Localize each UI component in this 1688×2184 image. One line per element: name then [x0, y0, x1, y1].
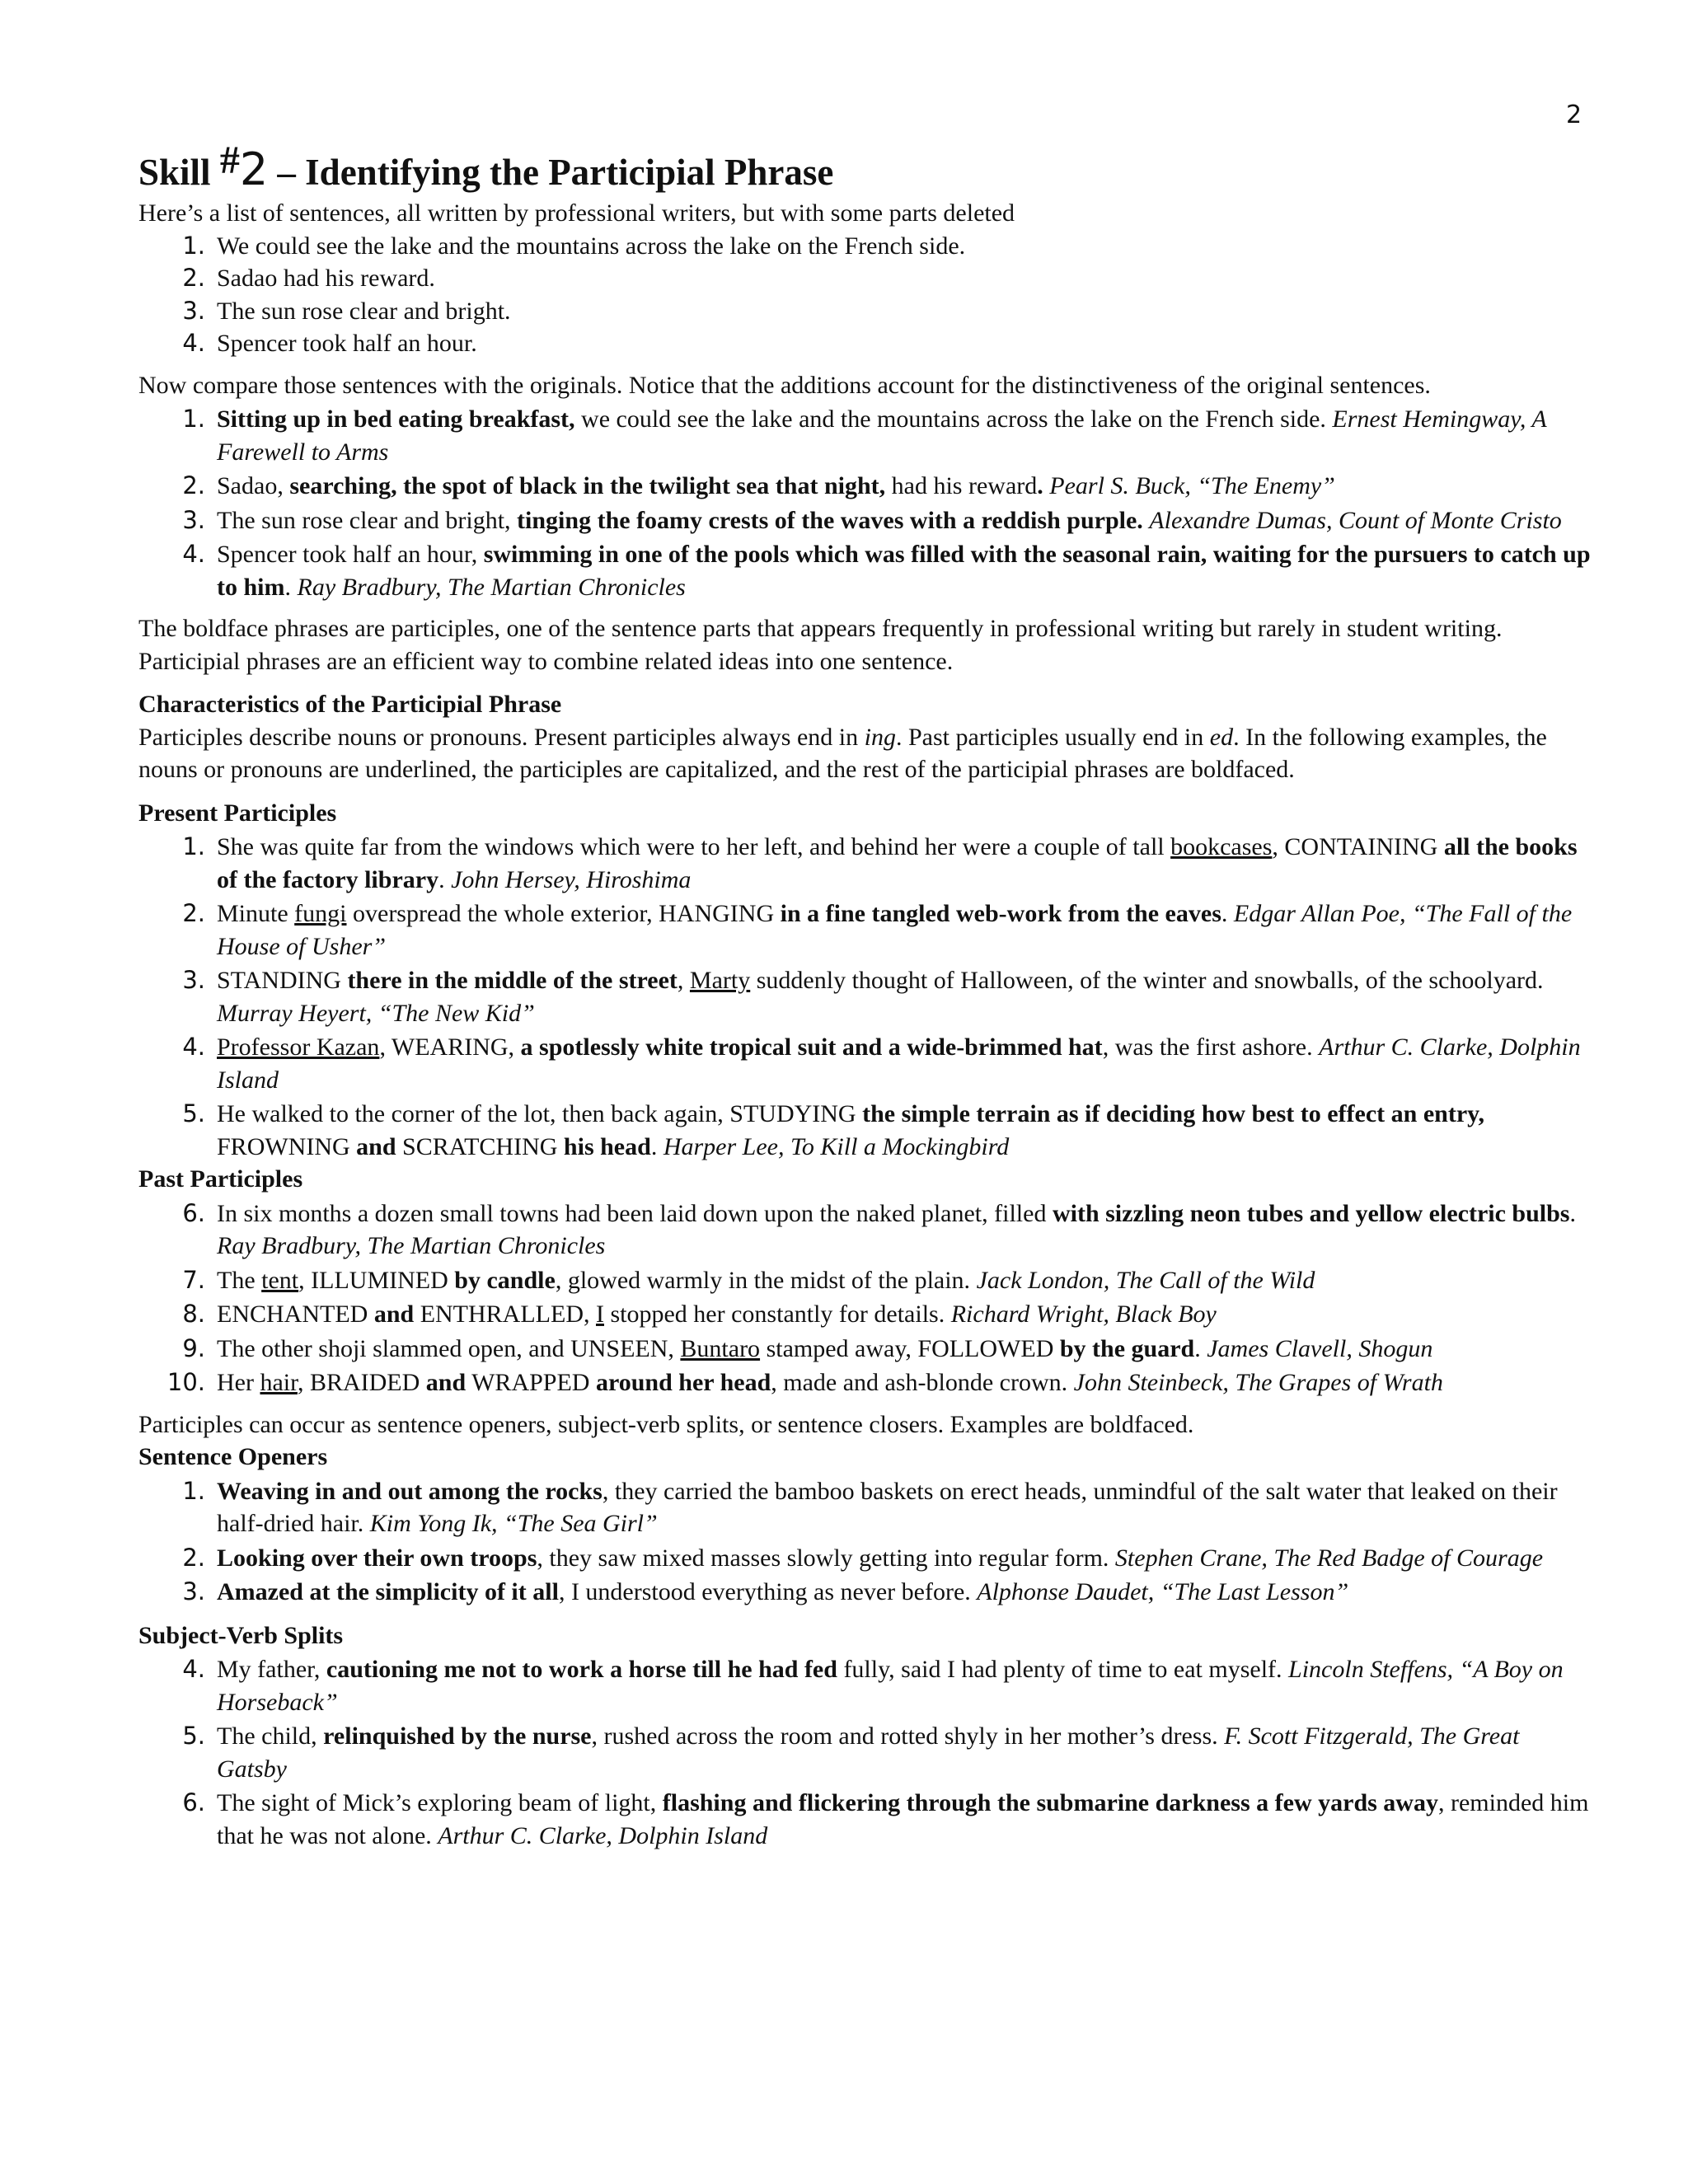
item-text [217, 1333, 1593, 1366]
list-item [138, 1264, 1593, 1297]
bold-phrase: . [1037, 472, 1043, 499]
text-segment: we could see the lake and the mountains across the lake on the French side. [574, 405, 1333, 433]
item-number: 9. [182, 1333, 205, 1362]
title-rest: – Identifying the Participial Phrase [268, 152, 834, 193]
citation: John Steinbeck, The Grapes of Wrath [1073, 1369, 1443, 1396]
text-segment: Spencer took half an hour, [217, 541, 484, 568]
text-segment: , glowed warmly in the midst of the plain. [555, 1266, 977, 1294]
list-item [138, 1031, 1593, 1096]
item-text [217, 1098, 1593, 1163]
list-item [138, 1576, 1593, 1609]
list-item [138, 831, 1593, 896]
bold-phrase: flashing and flickering through the submarine darkness a few yards away [662, 1789, 1438, 1816]
item-number: 4. [182, 1655, 205, 1683]
item-number: 1. [182, 1476, 205, 1505]
citation: Ernest Hemingway, A Farewell to Arms [217, 405, 1547, 466]
item-number: 5. [182, 1099, 205, 1127]
list-item [138, 230, 1593, 263]
citation: Kim Yong Ik, “The Sea Girl” [369, 1510, 658, 1537]
text-segment: WRAPPED [466, 1369, 596, 1396]
text-segment: The [217, 1266, 262, 1294]
citation: Alphonse Daudet, “The Last Lesson” [977, 1578, 1349, 1605]
text-segment: overspread the whole exterior, HANGING [346, 900, 781, 927]
bold-phrase: Amazed at the simplicity of it all [217, 1578, 559, 1605]
list-item [138, 1098, 1593, 1163]
list-item [138, 1653, 1593, 1718]
boldface-note: The boldface phrases are participles, one of the sentence parts that appears frequently in professional writing but rarely in student writing. Participial phrases are an efficient way to combine related ideas into one sentence. [138, 615, 1503, 675]
bold-phrase: swimming in one of the pools which was filled with the seasonal rain, waiting for the pursuers to catch up to him [217, 541, 1591, 601]
bold-phrase: and [356, 1132, 396, 1160]
text-segment: , ILLUMINED [298, 1266, 455, 1294]
item-text [217, 1576, 1593, 1609]
list-item [138, 327, 1593, 360]
item-number: 1. [182, 231, 205, 260]
compare-text: Now compare those sentences with the originals. Notice that the additions account for the distinctiveness of the original sentences. [138, 371, 1431, 399]
item-number: 3. [182, 296, 205, 325]
citation: ed [1209, 723, 1234, 751]
item-text: Sadao had his reward. [217, 265, 435, 292]
positions-note: Participles can occur as sentence openers, subject-verb splits, or sentence closers. Examples are boldfaced. [138, 1410, 1194, 1438]
text-segment: . [438, 865, 452, 893]
bold-phrase: the simple terrain as if deciding how best to effect an entry, [862, 1100, 1484, 1127]
citation: Lincoln Steffens, “A Boy on Horseback” [217, 1656, 1564, 1716]
page-number: 2 [1566, 101, 1582, 129]
title-prefix: Skill [138, 152, 220, 193]
bold-phrase: all the books of the factory library [217, 833, 1578, 893]
item-text [217, 470, 1593, 503]
text-segment: . [650, 1132, 663, 1160]
text-segment: , WEARING, [379, 1033, 521, 1061]
underlined-word: tent [261, 1266, 299, 1294]
list-item [138, 262, 1593, 295]
text-segment: The other shoji slammed open, and UNSEEN, [217, 1334, 681, 1362]
item-number: 3. [182, 505, 205, 534]
list-item [138, 1787, 1593, 1852]
underlined-word: fungi [294, 900, 347, 927]
underlined-word: I [595, 1301, 604, 1328]
text-segment: . [1194, 1334, 1207, 1362]
text-segment: STANDING [217, 967, 348, 994]
text-segment: fully, said I had plenty of time to eat myself. [837, 1656, 1289, 1683]
list-item [138, 1542, 1593, 1575]
item-number: 6. [182, 1198, 205, 1227]
underlined-word: Professor Kazan [217, 1033, 380, 1061]
item-text [217, 1031, 1593, 1096]
text-segment: . In the following examples, the nouns or pronouns are underlined, the participles are capitalized, and the rest of the participial phrases are boldfaced. [138, 723, 1547, 783]
item-text: The sun rose clear and bright. [217, 297, 511, 325]
item-text [217, 1197, 1593, 1263]
bold-phrase: by candle [454, 1266, 556, 1294]
bold-phrase: with sizzling neon tubes and yellow electric bulbs [1052, 1199, 1570, 1227]
item-number: 10. [166, 1368, 205, 1396]
list-item [138, 403, 1593, 468]
bold-phrase: in a fine tangled web-work from the eaves [780, 900, 1221, 927]
bold-phrase: around her head [595, 1369, 771, 1396]
item-text [217, 1720, 1593, 1785]
item-number: 5. [182, 1722, 205, 1750]
item-number: 2. [182, 1543, 205, 1572]
bold-phrase: a spotlessly white tropical suit and a wide-brimmed hat [520, 1033, 1103, 1061]
text-segment: , they saw mixed masses slowly getting into regular form. [537, 1544, 1115, 1572]
item-number: 1. [182, 832, 205, 860]
deleted-sentences-list [138, 230, 1593, 360]
text-segment: , reminded him that he was not alone. [217, 1789, 1589, 1849]
item-number: 4. [182, 1033, 205, 1061]
item-number: 7. [182, 1265, 205, 1294]
characteristics-heading: Characteristics of the Participial Phrase [138, 691, 562, 718]
text-segment: stamped away, FOLLOWED [760, 1334, 1060, 1362]
text-segment: SCRATCHING [396, 1132, 564, 1160]
intro-text: Here’s a list of sentences, all written by professional writers, but with some parts deleted [138, 199, 1015, 227]
citation: Jack London, The Call of the Wild [976, 1266, 1315, 1294]
text-segment: The sun rose clear and bright, [217, 506, 518, 534]
bold-phrase: Sitting up in bed eating breakfast, [217, 405, 575, 433]
text-segment: The sight of Mick’s exploring beam of light, [217, 1789, 663, 1816]
text-segment: Participles describe nouns or pronouns. Present participles always end in [138, 723, 865, 751]
text-segment: . [1569, 1199, 1576, 1227]
text-segment: stopped her constantly for details. [603, 1301, 951, 1328]
bold-phrase: by the guard [1059, 1334, 1195, 1362]
item-text [217, 504, 1593, 537]
citation: James Clavell, Shogun [1207, 1334, 1433, 1362]
citation: Edgar Allan Poe, “The Fall of the House of Usher” [217, 900, 1573, 960]
item-text [217, 831, 1593, 896]
present-participles-heading: Present Participles [138, 799, 337, 827]
text-segment: , made and ash-blonde crown. [771, 1369, 1074, 1396]
item-number: 2. [182, 471, 205, 499]
underlined-word: Buntaro [680, 1334, 761, 1362]
text-segment: , I understood everything as never before. [558, 1578, 978, 1605]
text-segment: , rushed across the room and rotted shyly in her mother’s dress. [591, 1722, 1225, 1750]
citation: F. Scott Fitzgerald, The Great Gatsby [217, 1722, 1520, 1783]
text-segment: , CONTAINING [1272, 833, 1444, 860]
item-text [217, 1653, 1593, 1718]
citation: Ray Bradbury, The Martian Chronicles [297, 573, 686, 601]
item-text [217, 1264, 1593, 1297]
bold-phrase: relinquished by the nurse [323, 1722, 592, 1750]
original-sentences-list [138, 403, 1593, 603]
list-item [138, 1720, 1593, 1785]
citation: Richard Wright, Black Boy [950, 1301, 1217, 1328]
item-text [217, 1298, 1593, 1331]
citation: Ray Bradbury, The Martian Chronicles [217, 1232, 606, 1259]
list-item [138, 1366, 1593, 1399]
item-text: Spencer took half an hour. [217, 330, 477, 357]
document-body [138, 99, 1593, 1852]
subject-verb-splits-heading: Subject-Verb Splits [138, 1621, 344, 1649]
text-segment: My father, [217, 1656, 326, 1683]
text-segment: . Past participles usually end in [895, 723, 1210, 751]
text-segment: , they carried the bamboo baskets on erect heads, unmindful of the salt water that leaked on their half-dried hair. [217, 1477, 1558, 1537]
item-number: 4. [182, 329, 205, 357]
item-number: 2. [182, 899, 205, 927]
bold-phrase: his head [563, 1132, 651, 1160]
subject-verb-splits-list [138, 1653, 1593, 1852]
bold-phrase: searching, the spot of black in the twilight sea that night, [289, 472, 886, 499]
list-item [138, 1298, 1593, 1331]
text-segment: had his reward [885, 472, 1038, 499]
underlined-word: Marty [689, 967, 751, 994]
item-text [217, 403, 1593, 468]
text-segment: suddenly thought of Halloween, of the winter and snowballs, of the schoolyard. [750, 967, 1544, 994]
item-text: We could see the lake and the mountains across the lake on the French side. [217, 232, 966, 260]
list-item [138, 964, 1593, 1029]
characteristics-text [138, 721, 1593, 786]
text-segment: . [284, 573, 298, 601]
citation: Stephen Crane, The Red Badge of Courage [1114, 1544, 1544, 1572]
item-number: 2. [182, 264, 205, 292]
list-item [138, 470, 1593, 503]
bold-phrase: there in the middle of the street [347, 967, 678, 994]
text-segment: . [1221, 900, 1234, 927]
list-item [138, 1475, 1593, 1540]
item-text [217, 1366, 1593, 1399]
item-text [217, 1787, 1593, 1852]
citation: John Hersey, Hiroshima [451, 865, 692, 893]
list-item [138, 538, 1593, 603]
text-segment: She was quite far from the windows which were to her left, and behind her were a couple of tall [217, 833, 1171, 860]
text-segment: ENCHANTED [217, 1301, 374, 1328]
sentence-openers-list [138, 1475, 1593, 1609]
title-hash: # [219, 138, 240, 182]
item-number: 8. [182, 1300, 205, 1328]
sentence-openers-heading: Sentence Openers [138, 1443, 328, 1470]
list-item [138, 1333, 1593, 1366]
list-item [138, 898, 1593, 963]
bold-phrase: cautioning me not to work a horse till he had fed [326, 1656, 837, 1683]
bold-phrase: and [425, 1369, 467, 1396]
past-participles-heading: Past Participles [138, 1165, 303, 1193]
item-number: 6. [182, 1788, 205, 1816]
underlined-word: hair [260, 1369, 298, 1396]
item-text [217, 538, 1593, 603]
item-text [217, 1475, 1593, 1540]
text-segment: He walked to the corner of the lot, then back again, STUDYING [217, 1100, 863, 1127]
text-segment: Minute [217, 900, 295, 927]
bold-phrase: and [373, 1301, 415, 1328]
text-segment: The child, [217, 1722, 324, 1750]
text-segment: , BRAIDED [297, 1369, 426, 1396]
list-item [138, 1197, 1593, 1263]
item-number: 1. [182, 405, 205, 433]
citation: Arthur C. Clarke, Dolphin Island [438, 1821, 768, 1849]
citation: ing [864, 723, 896, 751]
list-item [138, 295, 1593, 328]
title-number: 2 [239, 143, 269, 195]
citation: Arthur C. Clarke, Dolphin Island [217, 1033, 1581, 1094]
item-number: 3. [182, 966, 205, 994]
list-item [138, 504, 1593, 537]
present-participles-list [138, 831, 1593, 1163]
text-segment: FROWNING [217, 1132, 357, 1160]
text-segment: In six months a dozen small towns had been laid down upon the naked planet, filled [217, 1199, 1053, 1227]
text-segment: Her [217, 1369, 260, 1396]
citation: Murray Heyert, “The New Kid” [217, 999, 535, 1027]
bold-phrase: Looking over their own troops [217, 1544, 537, 1572]
text-segment: Sadao, [217, 472, 290, 499]
bold-phrase: tinging the foamy crests of the waves with a reddish purple. [517, 506, 1143, 534]
citation: Alexandre Dumas, Count of Monte Cristo [1149, 506, 1562, 534]
past-participles-list [138, 1197, 1593, 1399]
text-segment: , [677, 967, 690, 994]
item-text [217, 964, 1593, 1029]
text-segment: ENTHRALLED, [414, 1301, 596, 1328]
item-text [217, 898, 1593, 963]
page-title [138, 138, 1593, 195]
bold-phrase: Weaving in and out among the rocks [217, 1477, 603, 1505]
citation: Harper Lee, To Kill a Mockingbird [663, 1132, 1010, 1160]
underlined-word: bookcases [1170, 833, 1273, 860]
item-number: 4. [182, 540, 205, 568]
item-text [217, 1542, 1593, 1575]
item-number: 3. [182, 1577, 205, 1605]
text-segment: , was the first ashore. [1102, 1033, 1320, 1061]
citation: Pearl S. Buck, “The Enemy” [1049, 472, 1335, 499]
